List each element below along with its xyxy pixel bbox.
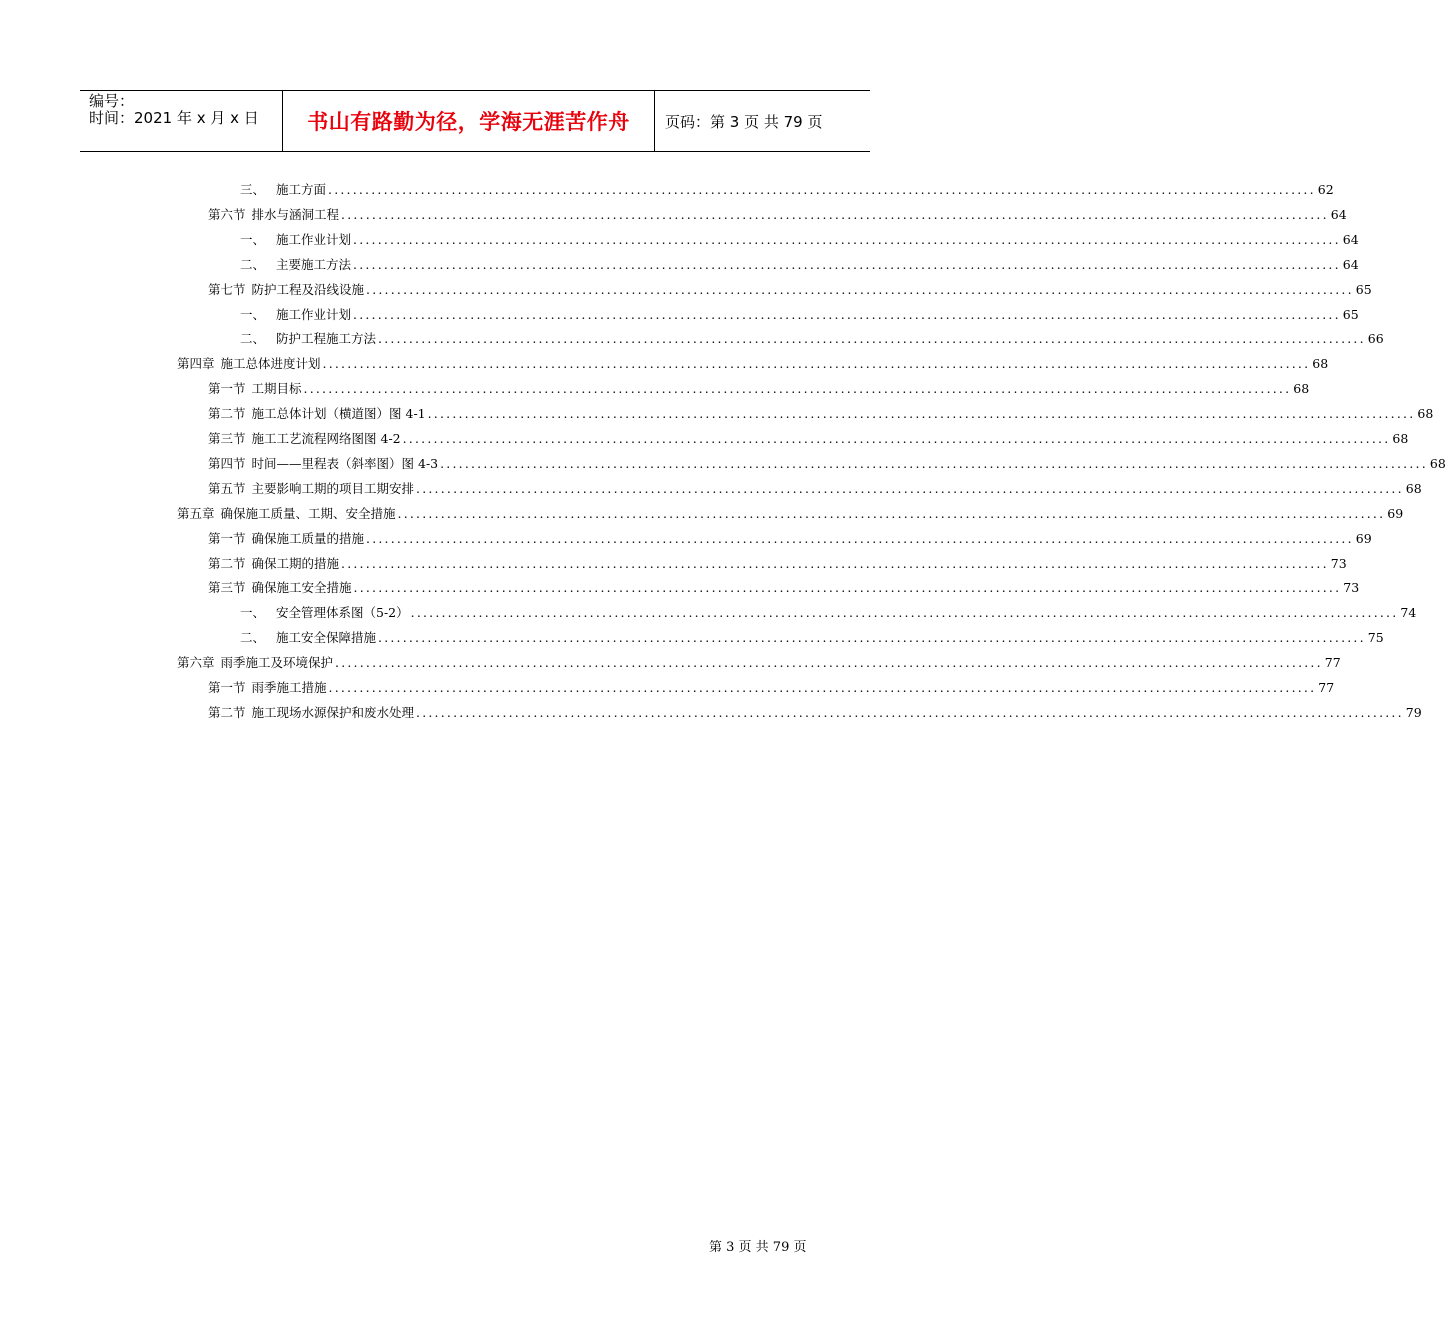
- toc-entry-title: 确保施工质量的措施: [251, 530, 365, 546]
- toc-entry-title: 雨季施工及环境保护: [220, 655, 334, 671]
- toc-entry-page: 68: [1405, 480, 1422, 496]
- toc-entry-page: 77: [1318, 680, 1335, 695]
- toc-entry-number: 第二节: [208, 406, 246, 422]
- toc-entry-page: 73: [1343, 580, 1360, 596]
- toc-entry[interactable]: [177, 503, 1404, 525]
- toc-entry-number: 第三节: [208, 580, 246, 596]
- toc-entry-number: 第六章: [177, 655, 215, 671]
- toc-entry-title: 工期目标: [251, 381, 302, 397]
- toc-entry[interactable]: [208, 403, 1434, 425]
- toc-entry-title: 雨季施工措施: [251, 680, 327, 695]
- toc-entry-title: 确保施工质量、工期、安全措施: [220, 505, 396, 521]
- toc-entry[interactable]: [208, 553, 1347, 575]
- toc-entry[interactable]: [208, 428, 1409, 450]
- toc-entry-title: 施工方面: [276, 182, 327, 197]
- toc-entry-number: 三、: [240, 182, 266, 197]
- toc-entry-page: 69: [1387, 505, 1404, 521]
- toc-dot-leader: ................................................................................................................................................................: [366, 530, 1354, 546]
- toc-entry[interactable]: [208, 528, 1372, 550]
- header-meta: [80, 91, 283, 151]
- toc-dot-leader: ................................................................................................................................................................: [341, 555, 1329, 571]
- toc-entry-title: 施工作业计划: [276, 231, 352, 247]
- document-date: 时间：2021 年 x 月 x 日: [89, 109, 259, 127]
- toc-entry[interactable]: [177, 652, 1341, 674]
- toc-dot-leader: ................................................................................................................................................................: [335, 655, 1323, 671]
- toc-dot-leader: ................................................................................................................................................................: [397, 505, 1386, 521]
- toc-entry-page: 79: [1405, 704, 1422, 720]
- toc-entry[interactable]: [208, 677, 1335, 699]
- toc-entry-page: 62: [1317, 182, 1334, 197]
- toc-entry-page: 74: [1400, 605, 1417, 621]
- toc-dot-leader: ................................................................................................................................................................: [322, 356, 1311, 372]
- toc-entry[interactable]: [240, 304, 1359, 326]
- toc-entry[interactable]: [208, 378, 1310, 400]
- toc-entry-title: 排水与涵洞工程: [251, 206, 340, 222]
- toc-dot-leader: ................................................................................................................................................................: [416, 480, 1404, 496]
- toc-dot-leader: ................................................................................................................................................................: [328, 680, 1317, 695]
- toc-entry-title: 防护工程施工方法: [276, 331, 377, 347]
- toc-entry-title: 主要施工方法: [276, 256, 352, 272]
- toc-entry-number: 一、: [240, 605, 266, 621]
- toc-entry-number: 第六节: [208, 206, 246, 222]
- toc-entry-page: 68: [1417, 406, 1434, 422]
- toc-dot-leader: ................................................................................................................................................................: [353, 306, 1341, 322]
- toc-entry[interactable]: [208, 279, 1372, 301]
- toc-entry-number: 二、: [240, 256, 266, 272]
- toc-entry[interactable]: [240, 627, 1384, 649]
- toc-entry-number: 二、: [240, 331, 266, 347]
- toc-entry-title: 安全管理体系图（5-2）: [276, 605, 409, 621]
- toc-dot-leader: ................................................................................................................................................................: [353, 231, 1341, 247]
- page-header: [80, 90, 870, 152]
- toc-entry-page: 75: [1367, 630, 1384, 646]
- toc-entry[interactable]: [240, 602, 1417, 624]
- toc-entry-number: 第二节: [208, 555, 246, 571]
- toc-entry-title: 施工工艺流程网络图图 4-2: [251, 431, 401, 446]
- toc-entry-page: 64: [1342, 256, 1359, 272]
- toc-entry-title: 主要影响工期的项目工期安排: [251, 480, 415, 496]
- toc-entry-number: 第一节: [208, 680, 246, 695]
- toc-entry-title: 施工作业计划: [276, 306, 352, 322]
- toc-entry-page: 68: [1392, 431, 1409, 446]
- toc-dot-leader: ................................................................................................................................................................: [410, 605, 1399, 621]
- toc-entry-number: 第四节: [208, 455, 246, 471]
- toc-entry-title: 施工现场水源保护和废水处理: [251, 704, 415, 720]
- toc-entry[interactable]: [240, 229, 1359, 251]
- toc-entry[interactable]: [208, 453, 1446, 475]
- toc-entry-number: 一、: [240, 306, 266, 322]
- page-footer: 第 3 页 共 79 页: [709, 1240, 807, 1255]
- toc-entry-page: 68: [1293, 381, 1310, 397]
- toc-dot-leader: ................................................................................................................................................................: [366, 281, 1354, 297]
- toc-entry-number: 第一节: [208, 530, 246, 546]
- toc-entry-page: 64: [1330, 206, 1347, 222]
- toc-entry-page: 66: [1367, 331, 1384, 347]
- toc-dot-leader: ................................................................................................................................................................: [341, 206, 1329, 222]
- toc-entry-number: 一、: [240, 231, 266, 247]
- toc-entry[interactable]: [240, 179, 1334, 201]
- toc-entry-number: 第五章: [177, 505, 215, 521]
- toc-dot-leader: ................................................................................................................................................................: [440, 455, 1428, 471]
- header-motto: 书山有路勤为径，学海无涯苦作舟: [283, 91, 655, 151]
- toc-dot-leader: ................................................................................................................................................................: [402, 431, 1391, 446]
- toc-entry-page: 65: [1342, 306, 1359, 322]
- toc-dot-leader: ................................................................................................................................................................: [416, 704, 1404, 720]
- toc-entry[interactable]: [177, 353, 1329, 375]
- toc-entry-page: 65: [1355, 281, 1372, 297]
- toc-entry-title: 防护工程及沿线设施: [251, 281, 365, 297]
- toc-entry-number: 二、: [240, 630, 266, 646]
- toc-entry-title: 施工总体计划（横道图）图 4-1: [251, 406, 426, 422]
- toc-entry-title: 施工安全保障措施: [276, 630, 377, 646]
- document-number-label: 编号：: [89, 92, 135, 110]
- toc-entry[interactable]: [208, 204, 1347, 226]
- toc-entry-page: 68: [1429, 455, 1446, 471]
- toc-entry[interactable]: [208, 702, 1422, 724]
- toc-entry[interactable]: [208, 577, 1360, 599]
- toc-entry[interactable]: [240, 328, 1384, 350]
- toc-dot-leader: ................................................................................................................................................................: [378, 331, 1366, 347]
- toc-entry-page: 68: [1312, 356, 1329, 372]
- toc-dot-leader: ................................................................................................................................................................: [353, 580, 1342, 596]
- toc-dot-leader: ................................................................................................................................................................: [328, 182, 1316, 197]
- toc-entry-number: 第四章: [177, 356, 215, 372]
- header-page-info: 页码：第 3 页 共 79 页: [665, 112, 823, 131]
- toc-dot-leader: ................................................................................................................................................................: [303, 381, 1292, 397]
- toc-dot-leader: ................................................................................................................................................................: [378, 630, 1366, 646]
- toc-entry-number: 第五节: [208, 480, 246, 496]
- toc-entry-number: 第一节: [208, 381, 246, 397]
- toc-entry-number: 第三节: [208, 431, 246, 446]
- toc-entry-title: 确保施工安全措施: [251, 580, 352, 596]
- toc-dot-leader: ................................................................................................................................................................: [427, 406, 1416, 422]
- toc-entry-number: 第七节: [208, 281, 246, 297]
- toc-dot-leader: ................................................................................................................................................................: [353, 256, 1341, 272]
- toc-entry-title: 确保工期的措施: [251, 555, 340, 571]
- toc-entry-title: 施工总体进度计划: [220, 356, 321, 372]
- toc-entry-page: 73: [1330, 555, 1347, 571]
- toc-entry-page: 77: [1324, 655, 1341, 671]
- toc-entry-page: 69: [1355, 530, 1372, 546]
- toc-entry-title: 时间——里程表（斜率图）图 4-3: [251, 455, 439, 471]
- toc-entry[interactable]: [240, 254, 1359, 276]
- toc-entry[interactable]: [208, 478, 1422, 500]
- toc-entry-number: 第二节: [208, 704, 246, 720]
- toc-entry-page: 64: [1342, 231, 1359, 247]
